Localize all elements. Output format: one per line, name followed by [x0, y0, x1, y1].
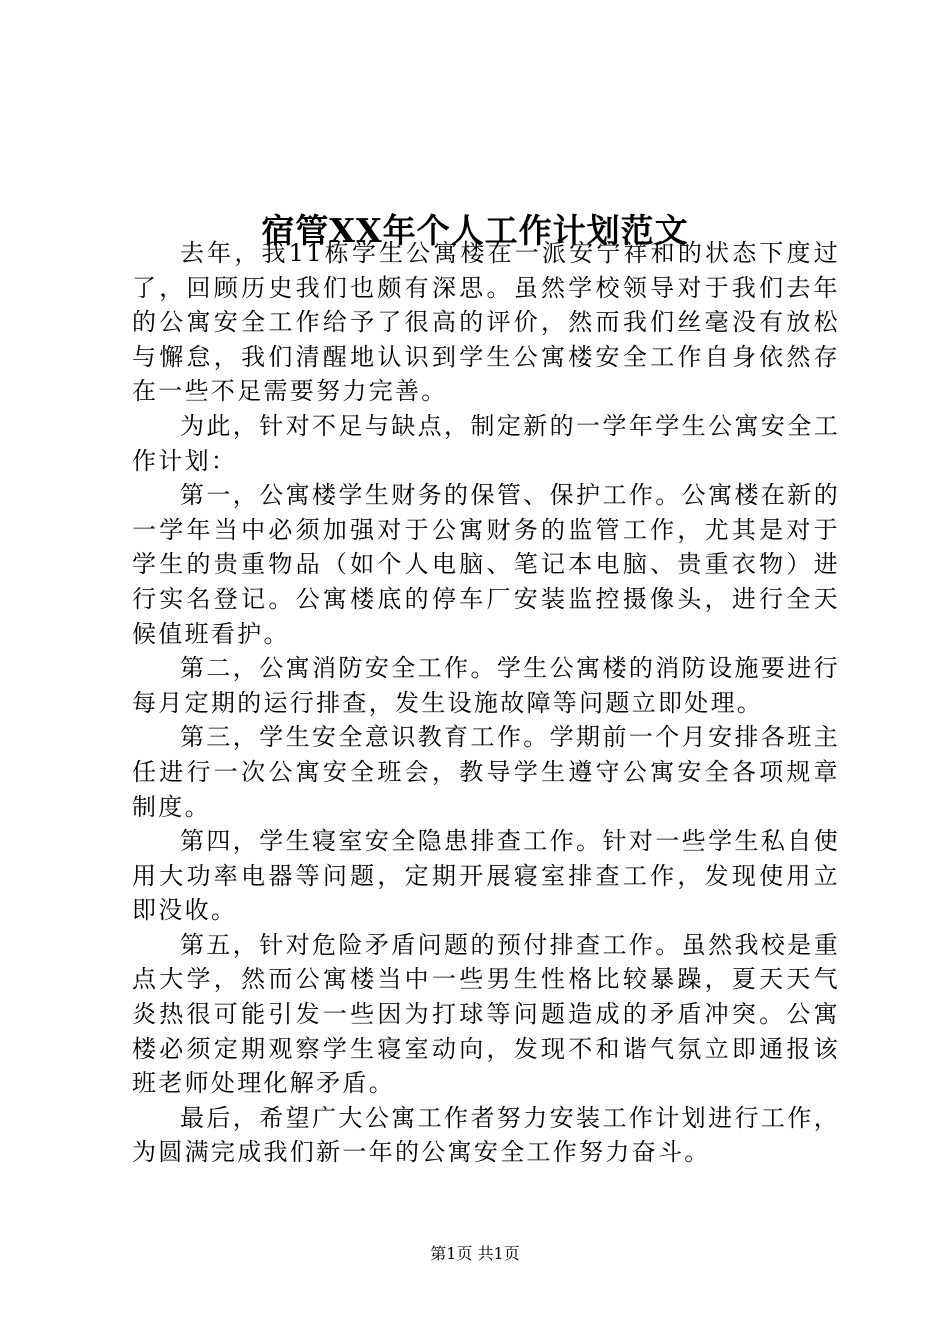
paragraph-item-4: 第四，学生寝室安全隐患排查工作。针对一些学生私自使用大功率电器等问题，定期开展寝室排查工作，发现使用立即没收。 [132, 827, 840, 925]
paragraph-item-1: 第一，公寓楼学生财务的保管、保护工作。公寓楼在新的一学年当中必须加强对于公寓财务的监管工作，尤其是对于学生的贵重物品（如个人电脑、笔记本电脑、贵重衣物）进行实名登记。公寓楼底的停车厂安装监控摄像头，进行全天候值班看护。 [132, 481, 840, 648]
document-title: 宿管XX年个人工作计划范文 [261, 211, 689, 251]
paragraph-item-5: 第五，针对危险矛盾问题的预付排查工作。虽然我校是重点大学，然而公寓楼当中一些男生性格比较暴躁，夏天天气炎热很可能引发一些因为打球等问题造成的矛盾冲突。公寓楼必须定期观察学生寝室动向，发现不和谐气氛立即通报该班老师处理化解矛盾。 [132, 930, 840, 1098]
paragraph-plan-lead: 为此，针对不足与缺点，制定新的一学年学生公寓安全工作计划： [132, 411, 840, 475]
document-body [132, 236, 840, 1170]
page-number-footer: 第1页 共1页 [430, 1244, 520, 1263]
paragraph-intro: 去年，我11栋学生公寓楼在一派安宁祥和的状态下度过了，回顾历史我们也颇有深思。虽然学校领导对于我们去年的公寓安全工作给予了很高的评价，然而我们丝毫没有放松与懈怠，我们清醒地认识到学生公寓楼安全工作自身依然存在一些不足需要努力完善。 [132, 239, 840, 406]
paragraph-closing: 最后，希望广大公寓工作者努力安装工作计划进行工作，为圆满完成我们新一年的公寓安全工作努力奋斗。 [132, 1103, 840, 1167]
paragraph-item-2: 第二，公寓消防安全工作。学生公寓楼的消防设施要进行每月定期的运行排查，发生设施故障等问题立即处理。 [132, 654, 840, 717]
paragraph-item-3: 第三，学生安全意识教育工作。学期前一个月安排各班主任进行一次公寓安全班会，教导学生遵守公寓安全各项规章制度。 [132, 723, 840, 821]
